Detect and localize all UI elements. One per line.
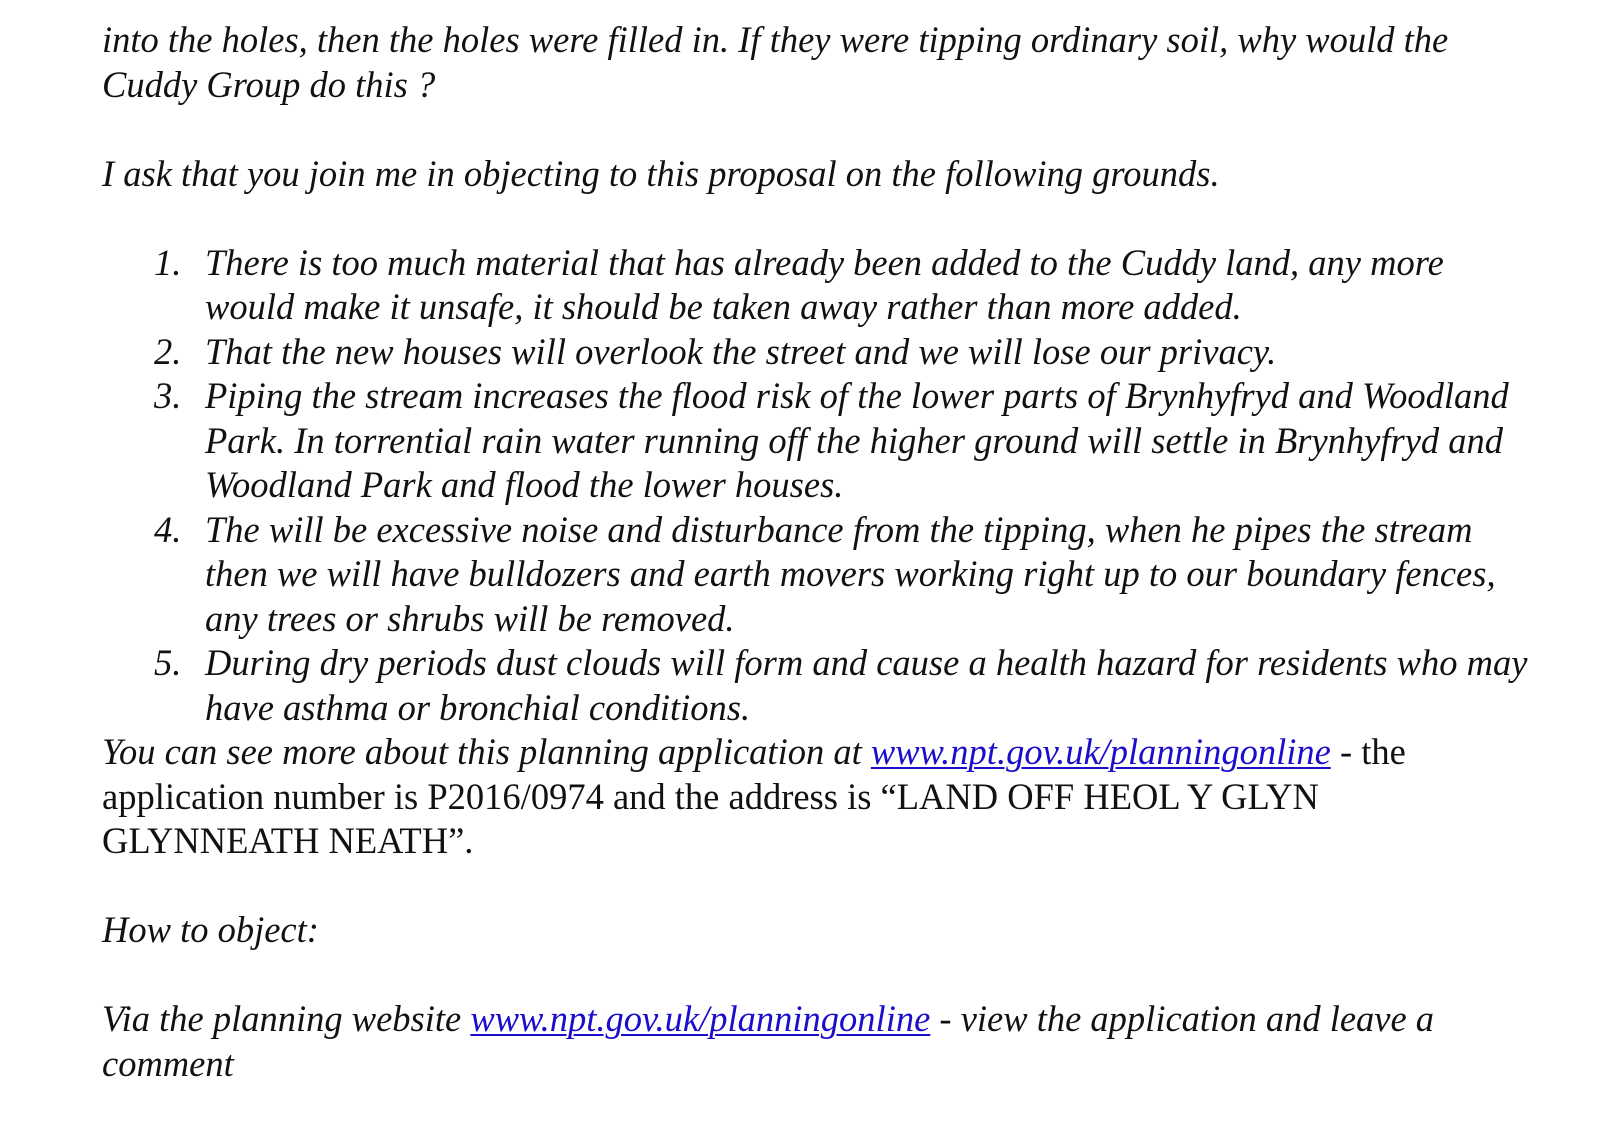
intro-paragraph: into the holes, then the holes were filled in. If they were tipping ordinary soil, why would the Cuddy Group do this ?	[102, 19, 1449, 105]
list-item-number: 4.	[154, 508, 182, 550]
list-item	[102, 641, 1542, 730]
website-suffix: - view the application and leave a comment	[102, 998, 1435, 1084]
list-item-text: The will be excessive noise and disturbance from the tipping, when he pipes the stream then we will have bulldozers and earth movers working right up to our boundary fences, any trees or shrubs will be removed.	[205, 508, 1496, 639]
how-to-object-heading: How to object:	[102, 909, 319, 950]
planning-website-link[interactable]: www.npt.gov.uk/planningonline	[470, 998, 931, 1039]
list-item-text: That the new houses will overlook the street and we will lose our privacy.	[205, 330, 1277, 372]
list-item	[102, 508, 1542, 642]
spacer	[102, 107, 1542, 152]
objection-grounds-list	[102, 241, 1542, 731]
list-item	[102, 374, 1542, 508]
document-page	[102, 18, 1542, 1086]
application-prefix: You can see more about this planning application at	[102, 731, 871, 772]
spacer	[102, 864, 1542, 909]
list-item-number: 2.	[154, 330, 182, 372]
list-item	[102, 241, 1542, 330]
list-item	[102, 330, 1542, 375]
planning-online-link[interactable]: www.npt.gov.uk/planningonline	[870, 731, 1331, 772]
spacer	[102, 196, 1542, 241]
spacer	[102, 953, 1542, 998]
website-paragraph	[102, 997, 1542, 1086]
application-paragraph	[102, 730, 1542, 864]
list-item-number: 3.	[154, 375, 182, 416]
list-item-text: Piping the stream increases the flood risk of the lower parts of Brynhyfryd and Woodland Park. In torrential rain water running off the higher ground will settle in Brynhyfryd and Woodland Park and flood the lower houses.	[205, 375, 1509, 505]
list-item-text: During dry periods dust clouds will form and cause a health hazard for residents who may have asthma or bronchial conditions.	[205, 642, 1528, 728]
list-item-number: 1.	[154, 241, 182, 283]
ask-paragraph: I ask that you join me in objecting to this proposal on the following grounds.	[102, 152, 1220, 194]
application-details: - the application number is P2016/0974 and the address is “LAND OFF HEOL Y GLYN GLYNNEATH NEATH”.	[102, 731, 1406, 861]
list-item-text: There is too much material that has already been added to the Cuddy land, any more would make it unsafe, it should be taken away rather than more added.	[205, 241, 1444, 327]
website-prefix: Via the planning website	[102, 998, 471, 1039]
list-item-number: 5.	[154, 642, 182, 683]
